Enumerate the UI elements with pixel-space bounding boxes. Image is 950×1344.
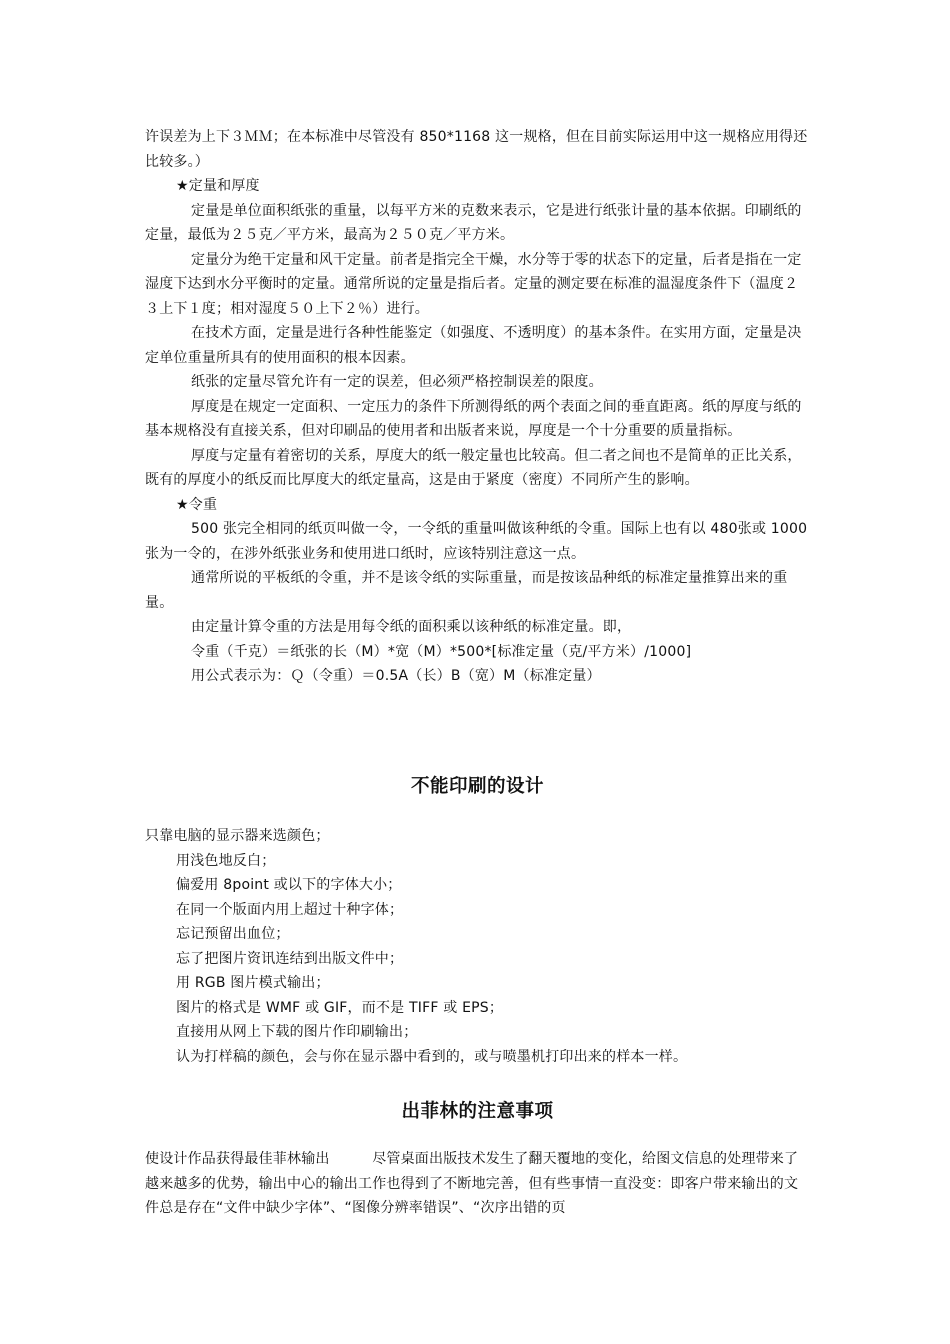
- dingliang-paragraph-5: 厚度是在规定一定面积、一定压力的条件下所测得纸的两个表面之间的垂直距离。纸的厚度与纸的基本规格没有直接关系，但对印刷品的使用者和出版者来说，厚度是一个十分重要的质量指标。: [145, 398, 802, 439]
- lingzhong-paragraph-2: 通常所说的平板纸的令重，并不是该令纸的实际重量，而是按该品种纸的标准定量推算出来的重量。: [145, 570, 788, 611]
- heading-noprint: 不能印刷的设计: [410, 776, 544, 797]
- lingzhong-formula-1: 令重（千克）＝纸张的长（M）*宽（M）*500*[标准定量（克/平方米）/1000]: [191, 643, 692, 660]
- body-block-1: [145, 125, 810, 689]
- lingzhong-formula-2: 用公式表示为：Ｑ（令重）＝0.5A（长）B（宽）M（标准定量）: [191, 668, 601, 684]
- intro-paragraph: 许误差为上下３ＭＭ；在本标准中尽管没有 850*1168 这一规格，但在目前实际运用中这一规格应用得还比较多。）: [145, 129, 808, 170]
- noprint-item: 偏爱用 8point 或以下的字体大小；: [176, 877, 402, 893]
- noprint-item: 忘记预留出血位；: [176, 926, 290, 942]
- film-paragraph: 使设计作品获得最佳菲林输出 尽管桌面出版技术发生了翻天覆地的变化，给图文信息的处理带来了越来越多的优势，输出中心的输出工作也得到了不断地完善，但有些事情一直没变：即客户带来输出的文件总是存在“文件中缺少字体”、“图像分辨率错误”、“次序出错的页: [145, 1151, 799, 1216]
- lingzhong-paragraph-3: 由定量计算令重的方法是用每令纸的面积乘以该种纸的标准定量。即，: [191, 619, 632, 635]
- heading-film: 出菲林的注意事项: [401, 1101, 554, 1122]
- noprint-item: 直接用从网上下载的图片作印刷输出；: [176, 1024, 418, 1040]
- noprint-item: 忘了把图片资讯连结到出版文件中；: [176, 950, 404, 967]
- noprint-lead: 只靠电脑的显示器来选颜色；: [145, 828, 330, 844]
- dingliang-paragraph-1: 定量是单位面积纸张的重量，以每平方米的克数来表示，它是进行纸张计量的基本依据。印刷纸的定量，最低为２５克／平方米，最高为２５０克／平方米。: [145, 202, 802, 243]
- section-title-lingzhong: ★令重: [176, 496, 218, 513]
- body-block-3: [145, 1147, 810, 1221]
- noprint-item: 在同一个版面内用上超过十种字体；: [176, 901, 404, 918]
- dingliang-paragraph-2: 定量分为绝干定量和风干定量。前者是指完全干燥，水分等于零的状态下的定量，后者是指在一定湿度下达到水分平衡时的定量。通常所说的定量是指后者。定量的测定要在标准的温湿度条件下（温度２３上下１度；相对湿度５０上下２％）进行。: [145, 251, 802, 317]
- dingliang-paragraph-4: 纸张的定量尽管允许有一定的误差，但必须严格控制误差的限度。: [191, 374, 603, 390]
- dingliang-paragraph-3: 在技术方面，定量是进行各种性能鉴定（如强度、不透明度）的基本条件。在实用方面，定量是决定单位重量所具有的使用面积的根本因素。: [145, 325, 802, 366]
- dingliang-paragraph-6: 厚度与定量有着密切的关系，厚度大的纸一般定量也比较高。但二者之间也不是简单的正比关系，既有的厚度小的纸反而比厚度大的纸定量高，这是由于紧度（密度）不同所产生的影响。: [145, 447, 802, 488]
- noprint-item: 图片的格式是 WMF 或 GIF，而不是 TIFF 或 EPS；: [176, 999, 504, 1016]
- lingzhong-paragraph-1: 500 张完全相同的纸页叫做一令，一令纸的重量叫做该种纸的令重。国际上也有以 480张或 1000 张为一令的，在涉外纸张业务和使用进口纸时，应该特别注意这一点。: [145, 521, 808, 562]
- section-title-dingliang: ★定量和厚度: [176, 178, 260, 194]
- noprint-item: 认为打样稿的颜色，会与你在显示器中看到的，或与喷墨机打印出来的样本一样。: [176, 1048, 688, 1065]
- noprint-item: 用 RGB 图片模式输出；: [176, 975, 330, 991]
- noprint-item: 用浅色地反白；: [176, 852, 276, 869]
- body-block-2: [145, 824, 810, 1069]
